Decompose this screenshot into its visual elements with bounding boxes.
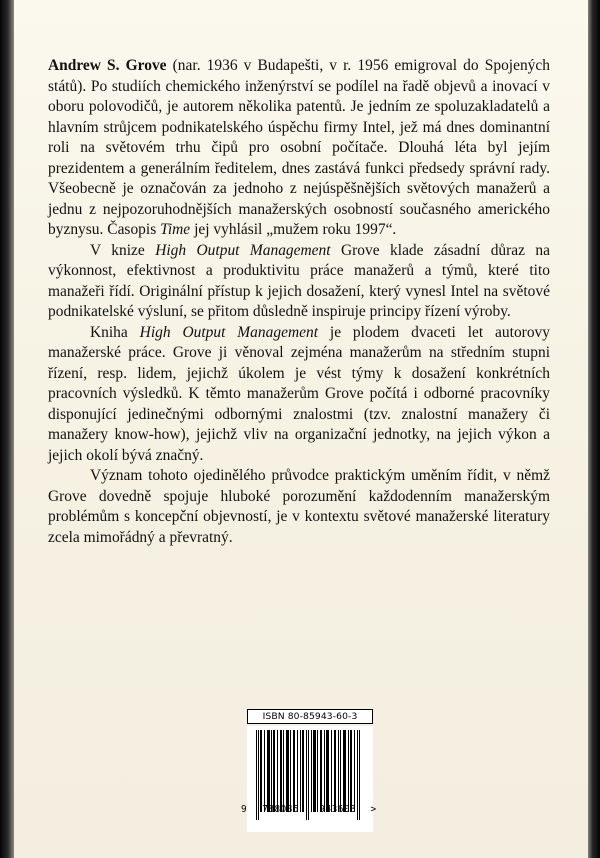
book-audience-body: je plodem dvaceti let autorovy manažerské práce. Grove ji věnoval zejména manažerům na středním stupni řízení, resp. lidem, jejichž úkolem je vést týmy k dosažení konkrétních pracovních výsledků. K těmto manažerům Grove počítá i odborné pracovníky disponující jedinečnými odbornými znalostmi (tzv. znalostní manažery či manažery know-how), jejichž vliv na organizační jednotky, na jejich výkon a jejich okolí bývá značný.: [48, 323, 551, 464]
person-of-year-text: jej vyhlásil „mužem roku 1997“.: [194, 221, 397, 238]
barcode-number: [241, 802, 379, 818]
book-focus-paragraph: [48, 241, 550, 323]
book-audience-intro: Kniha: [90, 323, 128, 341]
book-significance-body: Význam tohoto ojedinělého průvodce praktickým uměním řídit, v němž Grove dovedně spojuje hluboké porozumění každodenním manažerským problémům s koncepční objevností, je v kontextu světové manažerské literatury zcela mimořádný a převratný.: [48, 467, 550, 546]
author-name: Andrew S. Grove: [48, 57, 167, 74]
book-significance-paragraph: [48, 466, 550, 548]
barcode-right-group: 943603: [319, 804, 357, 815]
book-audience-paragraph: [48, 323, 550, 467]
author-biography-paragraph: [48, 56, 550, 241]
barcode-lead-digit: 9: [241, 804, 248, 815]
isbn-label: ISBN 80-85943-60-3: [247, 709, 373, 724]
left-dark-edge: [0, 0, 14, 858]
right-dark-edge: [588, 0, 600, 858]
book-title-reference: High Output Management: [155, 241, 331, 259]
book-title-reference-second: High Output Management: [139, 323, 318, 341]
book-focus-body: Grove klade zásadní důraz na výkonnost, efektivnost a produktivitu práce manažerů a týmů, které tito manažeři řídí. Originální přístup k jejich dosažení, který vynesl Intel na světové podnikatelské výsluní, se přitom důsledně inspiruje principy řízení výroby.: [48, 241, 551, 320]
time-magazine-name: Time: [160, 221, 191, 238]
isbn-barcode-area: [241, 709, 377, 833]
barcode-end-mark: >: [370, 804, 377, 815]
barcode-left-group: 788085: [262, 804, 300, 815]
back-cover-description: [48, 56, 550, 548]
author-biography-body: (nar. 1936 v Budapešti, v r. 1956 emigroval do Spojených států). Po studiích chemického inženýrství se podílel na řadě objevů a inovací v oboru polovodičů, je autorem několika patentů. Je jedním ze spoluzakladatelů a hlavním strůjcem podnikatelského úspěchu firmy Intel, jež má dnes dominantní roli na světovém trhu čipů pro osobní počítače. Dlouhá léta byl jejím prezidentem a generálním ředitelem, dnes zastává funkci předsedy správní rady. Všeobecně je označován za jednoho z nejúspěšnějších světových manažerů a jednu z nejpozoruhodnějších manažerských osobností současného amerického byznysu. Časopis: [48, 57, 551, 238]
book-focus-intro: V knize: [90, 241, 145, 259]
